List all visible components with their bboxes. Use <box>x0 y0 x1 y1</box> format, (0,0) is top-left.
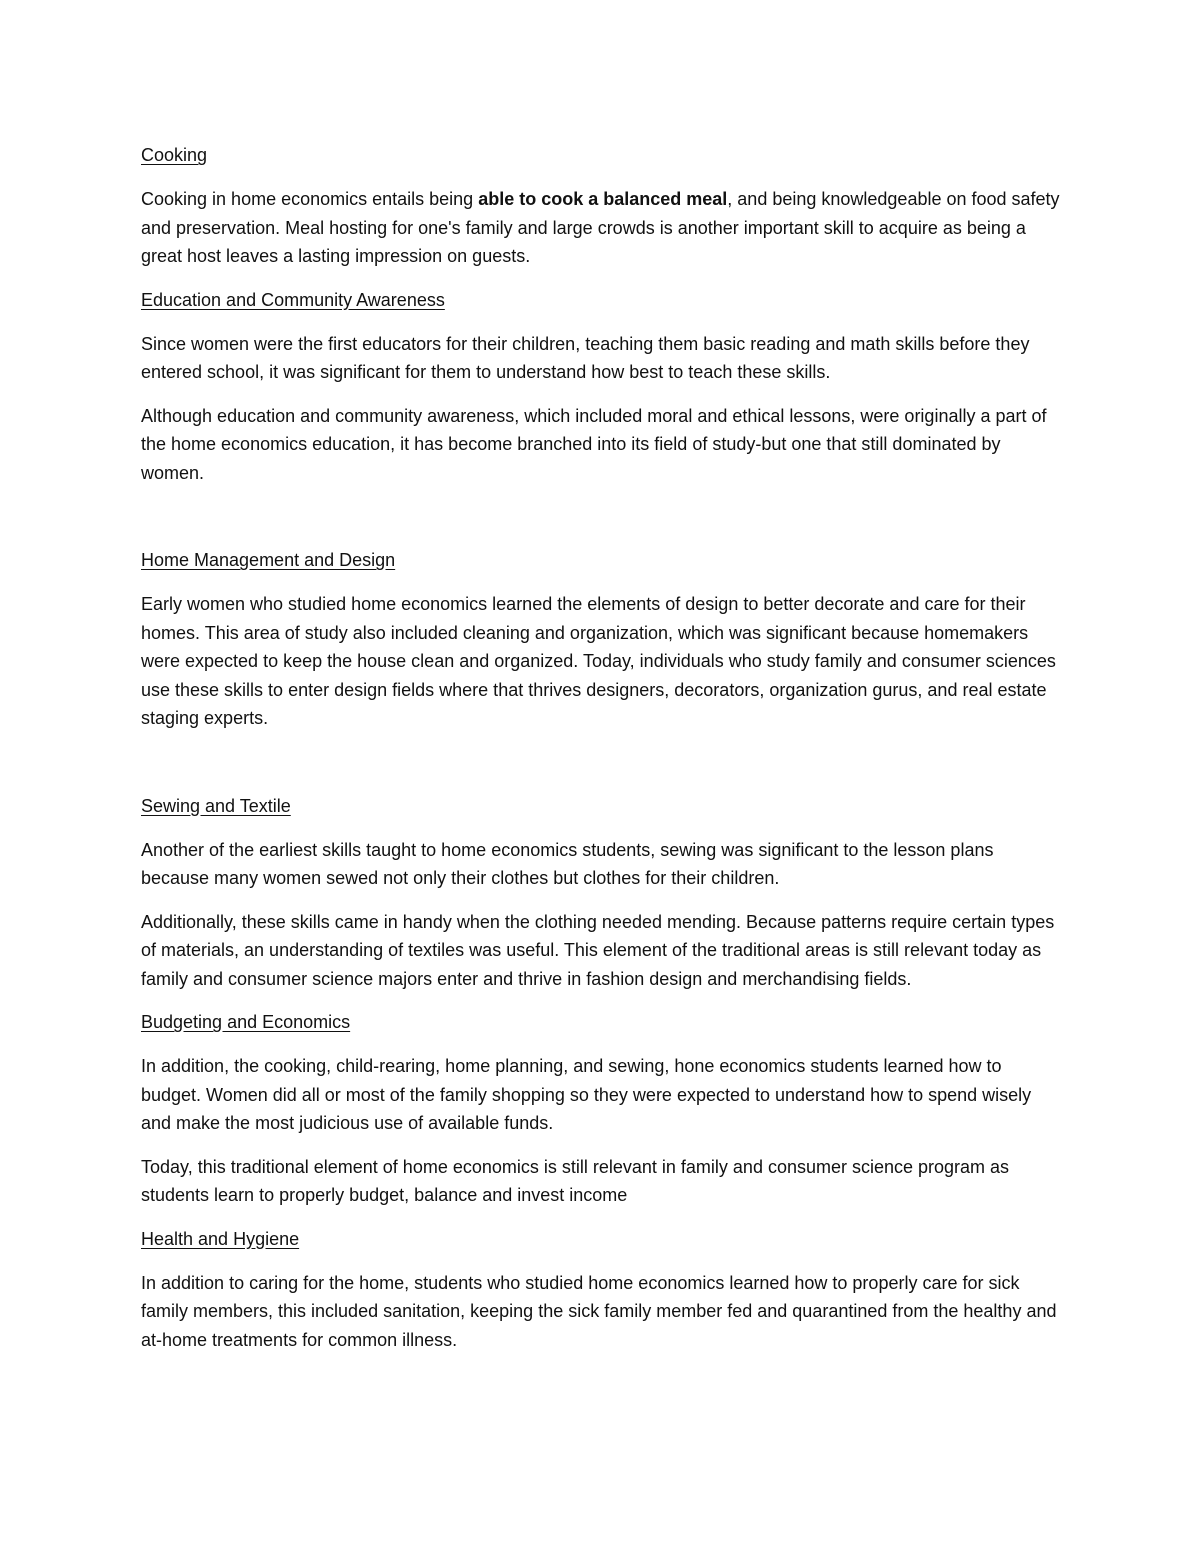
sewing-paragraph-2: Additionally, these skills came in handy when the clothing needed mending. Because patterns require certain types of materials, an understanding of textiles was useful. This element of the traditional areas is still relevant today as family and consumer science majors enter and thrive in fashion design and merchandising fields. <box>141 911 1055 989</box>
cooking-paragraph <box>141 185 1061 271</box>
cooking-paragraph-post: , and being knowledgeable on food safety and preservation. Meal hosting for one's family and large crowds is another important skill to acquire as being a great host leaves a lasting impression on guests. <box>141 189 1060 266</box>
education-paragraph-1: Since women were the first educators for their children, teaching them basic reading and math skills before they entered school, it was significant for them to understand how best to teach these skills. <box>141 333 1030 382</box>
home-management-paragraph: Early women who studied home economics learned the elements of design to better decorate and care for their homes. This area of study also included cleaning and organization, which was significant because homemakers were expected to keep the house clean and organized. Today, individuals who study family and consumer sciences use these skills to enter design fields where that thrives designers, decorators, organization gurus, and real estate staging experts. <box>141 594 1056 728</box>
section-heading-education: Education and Community Awareness <box>141 289 445 310</box>
budgeting-paragraph-2: Today, this traditional element of home economics is still relevant in family and consumer science program as students learn to properly budget, balance and invest income <box>141 1156 1010 1205</box>
spacer <box>141 502 1061 546</box>
budgeting-paragraph-1: In addition, the cooking, child-rearing, home planning, and sewing, hone economics students learned how to budget. Women did all or most of the family shopping so they were expected to understand how to spend wisely and make the most judicious use of available funds. <box>141 1056 1032 1133</box>
section-heading-budgeting: Budgeting and Economics <box>141 1012 351 1032</box>
document-page <box>141 141 1061 1369</box>
cooking-paragraph-bold: able to cook a balanced meal <box>478 189 728 209</box>
section-heading-health: Health and Hygiene <box>141 1228 300 1249</box>
section-heading-home-management: Home Management and Design <box>141 550 396 570</box>
education-paragraph-2: Although education and community awareness, which included moral and ethical lessons, were originally a part of the home economics education, it has become branched into its field of study-but one that still dominated by women. <box>141 405 1047 483</box>
cooking-paragraph-pre: Cooking in home economics entails being <box>141 189 479 209</box>
spacer <box>141 748 1061 792</box>
section-heading-cooking: Cooking <box>141 145 208 165</box>
sewing-paragraph-1: Another of the earliest skills taught to home economics students, sewing was significant to the lesson plans because many women sewed not only their clothes but clothes for their children. <box>141 839 994 888</box>
section-heading-sewing: Sewing and Textile <box>141 795 291 816</box>
health-paragraph: In addition to caring for the home, students who studied home economics learned how to properly care for sick family members, this included sanitation, keeping the sick family member fed and quarantined from the healthy and at-home treatments for common illness. <box>141 1272 1057 1350</box>
